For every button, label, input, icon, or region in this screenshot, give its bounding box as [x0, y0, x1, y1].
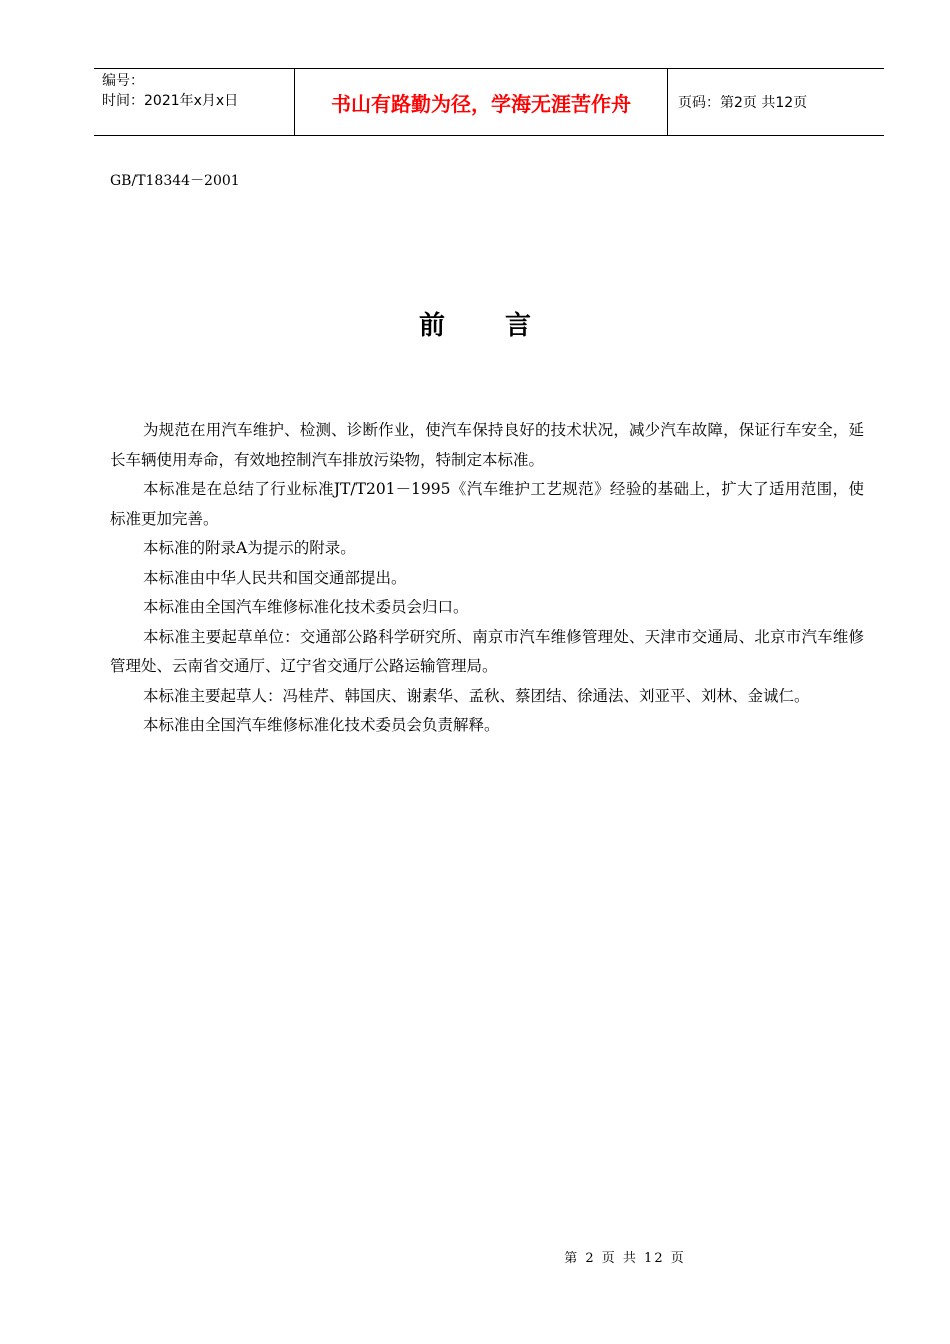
header-page-info: 页码：第2页 共12页 [678, 95, 808, 111]
time-label: 时间：2021年x月x日 [102, 93, 239, 109]
foreword-body [110, 416, 864, 741]
document-code: GB/T18344－2001 [110, 173, 240, 189]
header-motto: 书山有路勤为径，学海无涯苦作舟 [295, 69, 668, 135]
paragraph: 本标准的附录A为提示的附录。 [143, 539, 356, 557]
paragraph: 本标准主要起草单位：交通部公路科学研究所、南京市汽车维修管理处、天津市交通局、北京市汽车维修管理处、云南省交通厅、辽宁省交通厅公路运输管理局。 [110, 627, 864, 675]
paragraph: 本标准由全国汽车维修标准化技术委员会负责解释。 [143, 716, 500, 734]
header-meta [94, 69, 295, 135]
paragraph: 本标准由中华人民共和国交通部提出。 [143, 568, 407, 587]
page-title: 前言 [418, 311, 591, 341]
paragraph: 本标准由全国汽车维修标准化技术委员会归口。 [143, 598, 469, 616]
page-footer: 第 2 页 共 12 页 [564, 1251, 686, 1266]
paragraph: 本标准是在总结了行业标准JT/T201－1995《汽车维护工艺规范》经验的基础上，扩大了适用范围，使标准更加完善。 [110, 480, 864, 528]
serial-number-label: 编号： [102, 73, 144, 89]
paragraph: 为规范在用汽车维护、检测、诊断作业，使汽车保持良好的技术状况，减少汽车故障，保证行车安全，延长车辆使用寿命，有效地控制汽车排放污染物，特制定本标准。 [110, 421, 864, 469]
page-header [94, 68, 884, 136]
paragraph: 本标准主要起草人：冯桂芹、韩国庆、谢素华、孟秋、蔡团结、徐通法、刘亚平、刘林、金诚仁。 [143, 686, 810, 705]
